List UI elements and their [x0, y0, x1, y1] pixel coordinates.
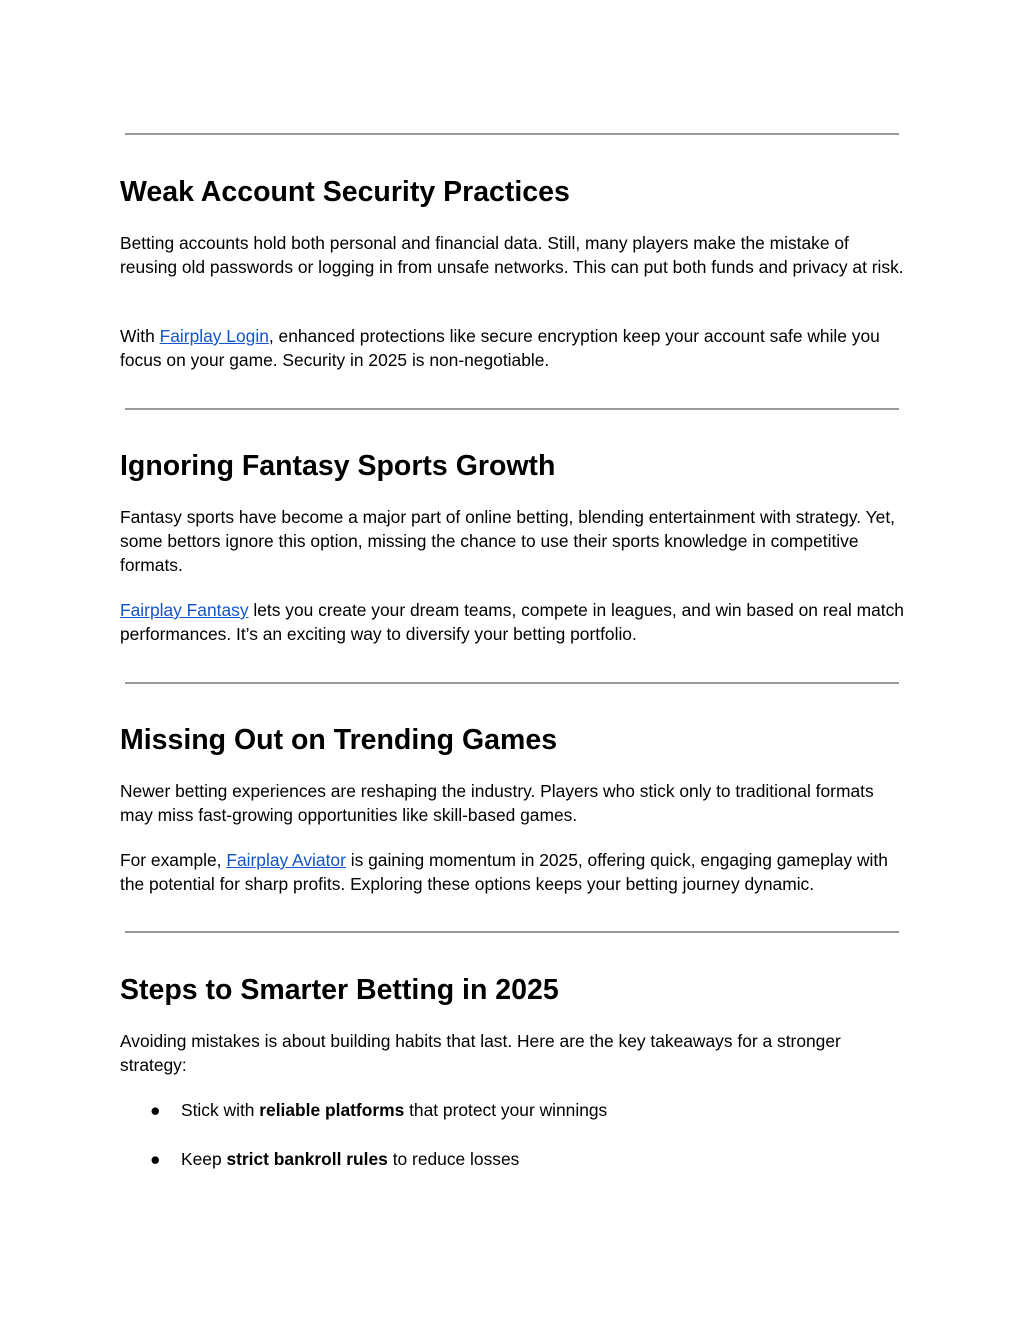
paragraph: Betting accounts hold both personal and financial data. Still, many players make the mistake of reusing old passwords or logging in from unsafe networks. This can put both funds and privacy at risk.	[120, 233, 904, 278]
bullet-icon: ●	[150, 1149, 161, 1169]
text: , enhanced protections like secure encryption keep your account safe while you focus on your game. Security in 2025 is non-negotiable.	[120, 326, 880, 371]
paragraph: Avoiding mistakes is about building habits that last. Here are the key takeaways for a stronger strategy:	[120, 1031, 841, 1076]
text: With	[120, 326, 160, 346]
divider	[125, 682, 899, 684]
section-heading: Steps to Smarter Betting in 2025	[120, 974, 559, 1006]
bullet-icon: ●	[150, 1100, 161, 1120]
paragraph	[120, 598, 905, 646]
paragraph	[120, 848, 905, 896]
text: that protect your winnings	[404, 1100, 608, 1120]
fairplay-aviator-link[interactable]: Fairplay Aviator	[226, 850, 346, 870]
text: Stick with	[181, 1100, 260, 1120]
text: is gaining momentum in 2025, offering quick, engaging gameplay with the potential for sharp profits. Exploring these options keeps your betting journey dynamic.	[120, 850, 888, 895]
fairplay-login-link[interactable]: Fairplay Login	[159, 326, 269, 346]
paragraph	[120, 324, 905, 372]
fairplay-fantasy-link[interactable]: Fairplay Fantasy	[120, 600, 249, 620]
bold-text: strict bankroll rules	[226, 1149, 388, 1169]
text: to reduce losses	[387, 1149, 520, 1169]
section-heading: Weak Account Security Practices	[120, 176, 570, 208]
bold-text: reliable platforms	[259, 1100, 405, 1120]
section-heading: Ignoring Fantasy Sports Growth	[120, 450, 556, 482]
text: For example,	[120, 850, 227, 870]
section-heading: Missing Out on Trending Games	[120, 724, 558, 756]
list-item	[150, 1098, 607, 1122]
paragraph: Newer betting experiences are reshaping the industry. Players who stick only to traditional formats may miss fast-growing opportunities like skill-based games.	[120, 781, 874, 826]
text: lets you create your dream teams, compete in leagues, and win based on real match performances. It’s an exciting way to diversify your betting portfolio.	[120, 600, 904, 645]
text: Keep	[181, 1149, 227, 1169]
paragraph: Fantasy sports have become a major part of online betting, blending entertainment with strategy. Yet, some bettors ignore this option, missing the chance to use their sports knowledge in competitive formats.	[120, 507, 895, 576]
divider	[125, 931, 899, 933]
list-item	[150, 1147, 519, 1171]
divider	[125, 133, 899, 135]
divider	[125, 408, 899, 410]
